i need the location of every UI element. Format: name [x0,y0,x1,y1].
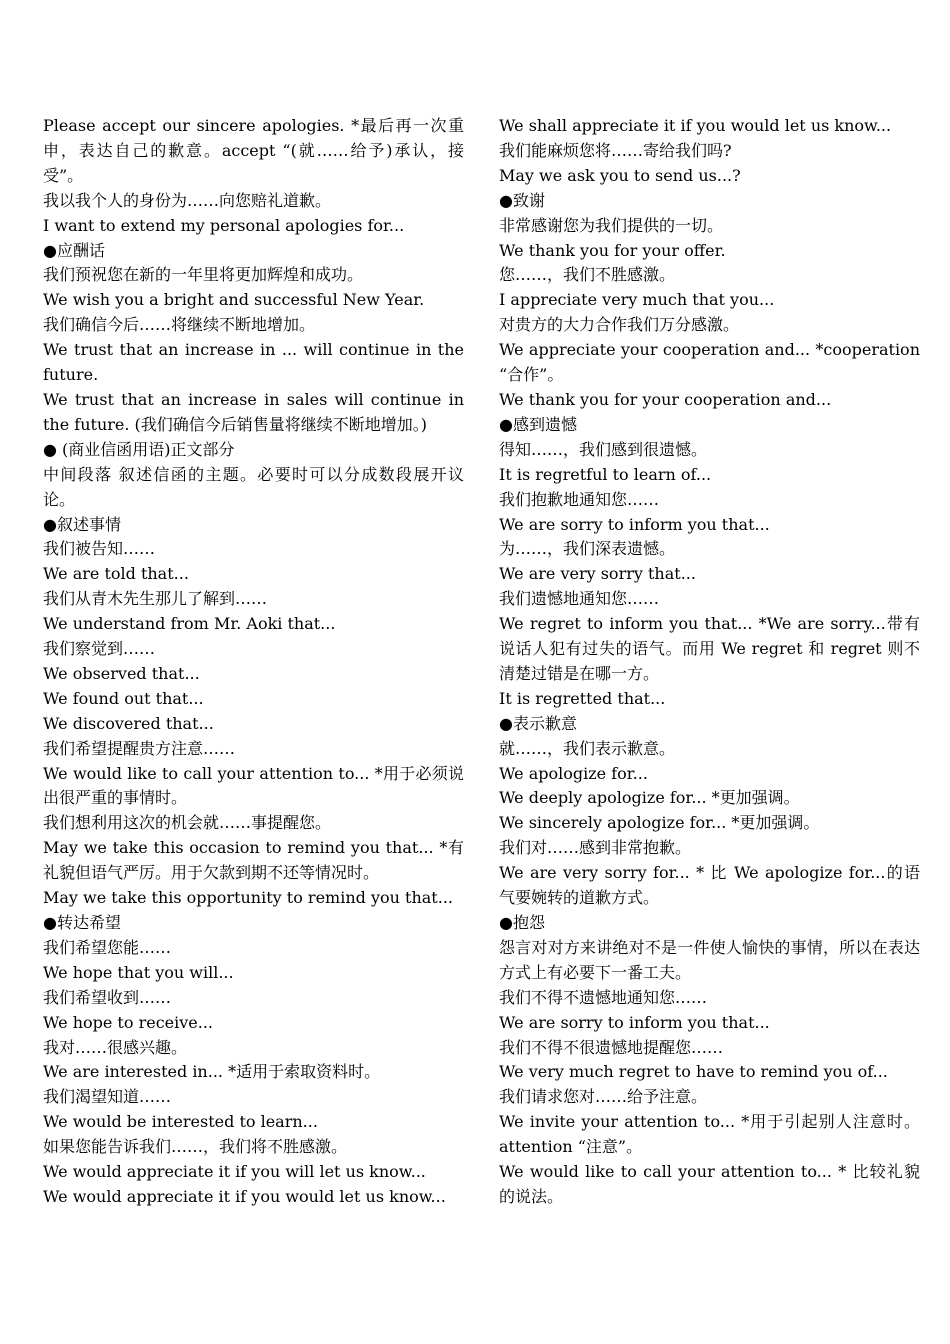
text-line: We would appreciate it if you would let us know... [43,1186,446,1206]
text-line: We thank you for your cooperation and... [499,389,832,409]
text-line: We shall appreciate it if you would let us know... [499,116,892,135]
text-line: 我们遗憾地通知您…… [499,589,660,609]
text-line: We observed that... [43,663,200,683]
text-line: We appreciate your cooperation and... *cooperation “合作”。 [499,340,920,385]
text-line: We apologize for... [499,763,648,783]
text-line: 怨言对对方来讲绝对不是一件使人愉快的事情，所以在表达方式上有必要下一番工夫。 [499,937,920,982]
text-line: 就……，我们表示歉意。 [499,738,676,758]
section-heading: ●表示歉意 [499,713,577,733]
section-heading: ●应酬话 [43,240,105,260]
text-line: We very much regret to have to remind you of... [499,1062,888,1082]
text-line: We are told that... [43,564,189,584]
text-line: We wish you a bright and successful New Year. [43,290,425,310]
text-line: Please accept our sincere apologies. *最后再一次重申，表达自己的歉意。accept “(就……给予)承认，接受”。 [43,116,464,185]
text-line: 得知……，我们感到很遗憾。 [499,439,708,459]
left-column [43,114,464,1210]
text-line: We hope to receive... [43,1012,214,1032]
text-line: We are very sorry that... [499,564,696,584]
text-line: 我对……很感兴趣。 [43,1037,188,1057]
text-line: 我们从青木先生那儿了解到…… [43,589,268,609]
section-heading: ●感到遗憾 [499,414,577,434]
text-line: I appreciate very much that you... [499,290,775,310]
text-line: We found out that... [43,688,204,708]
text-line: It is regretted that... [499,688,666,708]
text-line: We would like to call your attention to... * 比较礼貌的说法。 [499,1162,920,1206]
text-line: 我们察觉到…… [43,639,156,659]
text-line: We thank you for your offer. [499,240,726,260]
right-column [499,114,920,1210]
text-line: We would appreciate it if you will let us know... [43,1162,426,1182]
text-line: 我们不得不很遗憾地提醒您…… [499,1037,724,1057]
text-line: 我们能麻烦您将……寄给我们吗? [499,140,732,160]
text-line: 我们渴望知道…… [43,1087,172,1107]
text-line: We are interested in... *适用于索取资料时。 [43,1062,381,1082]
text-line: We regret to inform you that... *We are sorry...带有说话人犯有过失的语气。而用 We regret 和 regret 则不清楚过错是在哪一方。 [499,614,920,683]
text-line: May we ask you to send us...? [499,165,741,185]
text-line: 我们预祝您在新的一年里将更加辉煌和成功。 [43,265,364,285]
text-line: 中间段落 叙述信函的主题。必要时可以分成数段展开议论。 [43,464,464,509]
text-line: We deeply apologize for... *更加强调。 [499,788,800,808]
text-line: May we take this opportunity to remind you that... [43,888,453,908]
text-line: I want to extend my personal apologies for... [43,215,405,235]
text-line: 对贵方的大力合作我们万分感激。 [499,315,740,335]
text-line: May we take this occasion to remind you that... *有礼貌但语气严厉。用于欠款到期不还等情况时。 [43,838,464,883]
text-line: 我们希望收到…… [43,987,172,1007]
text-line: 如果您能告诉我们……，我们将不胜感激。 [43,1137,348,1157]
text-line: 我们被告知…… [43,539,156,559]
text-line: 非常感谢您为我们提供的一切。 [499,215,724,235]
text-line: We would like to call your attention to... *用于必须说出很严重的事情时。 [43,763,464,808]
text-line: We sincerely apologize for... *更加强调。 [499,813,820,833]
section-heading: ●抱怨 [499,913,545,932]
text-line: 我们对……感到非常抱歉。 [499,838,692,858]
text-line: 您……，我们不胜感激。 [499,265,676,285]
text-line: We are sorry to inform you that... [499,514,770,534]
text-line: 我们希望提醒贵方注意…… [43,738,236,758]
text-line: 我们确信今后……将继续不断地增加。 [43,315,316,335]
text-line: 我们想利用这次的机会就……事提醒您。 [43,813,332,833]
text-line: We hope that you will... [43,962,234,982]
text-line: We would be interested to learn... [43,1112,318,1132]
text-line: We are sorry to inform you that... [499,1012,770,1032]
text-line: It is regretful to learn of... [499,464,712,484]
text-line: We understand from Mr. Aoki that... [43,614,336,634]
text-line: 我们抱歉地通知您…… [499,489,660,509]
text-line: 我以我个人的身份为……向您赔礼道歉。 [43,190,332,210]
section-heading: ●致谢 [499,190,545,210]
text-line: We trust that an increase in ... will continue in the future. [43,340,464,385]
text-line: We invite your attention to... *用于引起别人注意时。attention “注意”。 [499,1112,920,1157]
section-heading: ●转达希望 [43,913,121,932]
section-heading: ●叙述事情 [43,514,121,534]
text-line: We are very sorry for... * 比 We apologize for...的语气要婉转的道歉方式。 [499,863,920,908]
text-line: 我们不得不遗憾地通知您…… [499,987,708,1007]
text-line: We discovered that... [43,713,214,733]
text-line: 为……，我们深表遗憾。 [499,539,676,559]
section-heading: ● (商业信函用语)正文部分 [43,439,235,459]
text-line: 我们请求您对……给予注意。 [499,1087,708,1107]
text-line: 我们希望您能…… [43,937,172,957]
text-line: We trust that an increase in sales will continue in the future. (我们确信今后销售量将继续不断地增加。) [43,389,464,434]
